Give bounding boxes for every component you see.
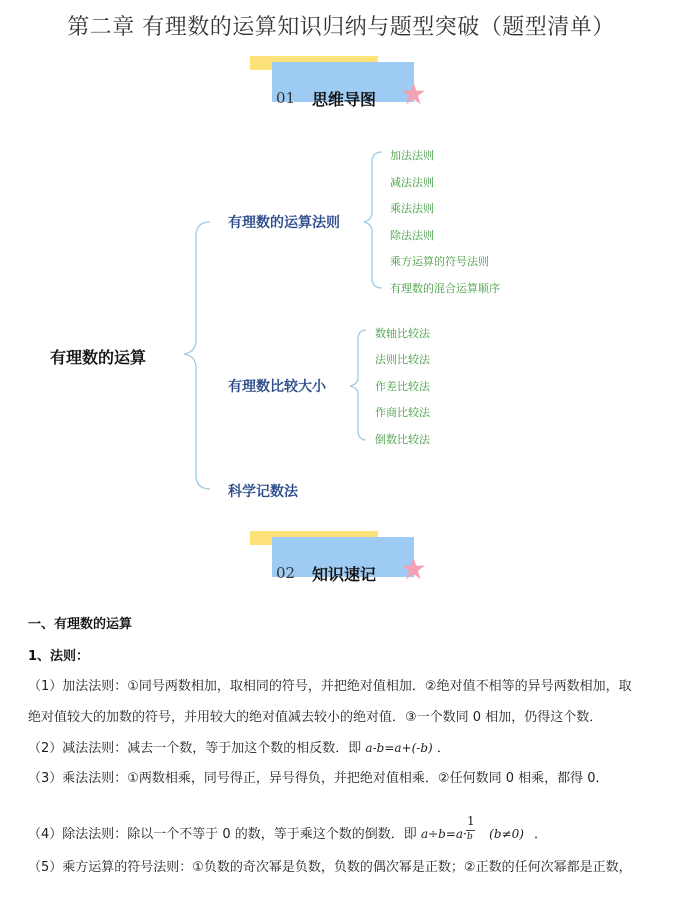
division-formula: a÷b=a·: [420, 827, 467, 841]
mindmap-leaf: 加法法则: [390, 149, 434, 162]
subsection-heading: 1、法则：: [28, 649, 90, 664]
subtraction-text: （2）减法法则：减去一个数，等于加这个数的相反数．即: [28, 741, 362, 756]
division-text: （4）除法法则：除以一个不等于 0 的数，等于乘这个数的倒数．即: [28, 827, 417, 842]
mindmap-leaf: 作商比较法: [375, 406, 430, 419]
mindmap-leaf: 倒数比较法: [375, 433, 430, 446]
division-rule: [28, 814, 548, 842]
star-icon: ★: [400, 77, 427, 112]
fraction-numerator: 1: [467, 814, 475, 828]
mindmap-leaf: 乘法法则: [390, 202, 434, 215]
section-banner-notes: [250, 531, 427, 591]
mindmap-leaf: 作差比较法: [375, 380, 430, 393]
banner-number: 02: [276, 564, 296, 582]
mindmap-branch-operations: 有理数的运算法则: [228, 215, 340, 231]
addition-rule-line2: 绝对值较大的加数的符号，并用较大的绝对值减去较小的绝对值．③一个数同 0 相加，仍得这个数．: [28, 710, 603, 725]
mindmap-branch-compare: 有理数比较大小: [228, 379, 326, 395]
mindmap-leaf: 减法法则: [390, 176, 434, 189]
banner-number: 01: [276, 89, 296, 107]
mindmap-leaf: 法则比较法: [375, 353, 430, 366]
addition-rule-line1: （1）加法法则：①同号两数相加，取相同的符号，并把绝对值相加．②绝对值不相等的异号两数相加，取: [28, 679, 632, 694]
power-sign-rule: （5）乘方运算的符号法则：①负数的奇次幂是负数，负数的偶次幂是正数；②正数的任何次幂都是正数，: [28, 860, 632, 875]
banner-label: 知识速记: [312, 565, 377, 584]
mindmap-root: 有理数的运算: [50, 348, 147, 367]
mindmap-leaf: 乘方运算的符号法则: [390, 255, 489, 268]
multiplication-rule: （3）乘法法则：①两数相乘，同号得正，异号得负，并把绝对值相乘．②任何数同 0 相乘，都得 0．: [28, 771, 609, 786]
section-heading: 一、有理数的运算: [28, 617, 133, 632]
mindmap-leaf: 除法法则: [390, 229, 434, 242]
fraction-denominator: b: [467, 832, 473, 842]
branch-brace-compare: [350, 330, 366, 440]
banner-label: 思维导图: [312, 90, 377, 109]
mindmap-leaf: 有理数的混合运算顺序: [390, 282, 500, 295]
subtraction-formula: a-b=a+(-b): [365, 741, 433, 755]
star-icon: ★: [400, 552, 427, 587]
subtraction-end: ．: [436, 741, 450, 756]
mindmap-branch-scientific: 科学记数法: [228, 484, 298, 500]
mindmap-leaf: 数轴比较法: [375, 327, 430, 340]
division-condition: (b≠0): [489, 827, 524, 841]
page-title: 第二章 有理数的运算知识归纳与题型突破（题型清单）: [67, 15, 615, 40]
subtraction-rule: [28, 737, 450, 756]
division-end: ．: [534, 827, 548, 842]
fraction-bar: [466, 830, 475, 831]
branch-brace-operations: [364, 152, 382, 288]
root-brace: [184, 222, 210, 489]
